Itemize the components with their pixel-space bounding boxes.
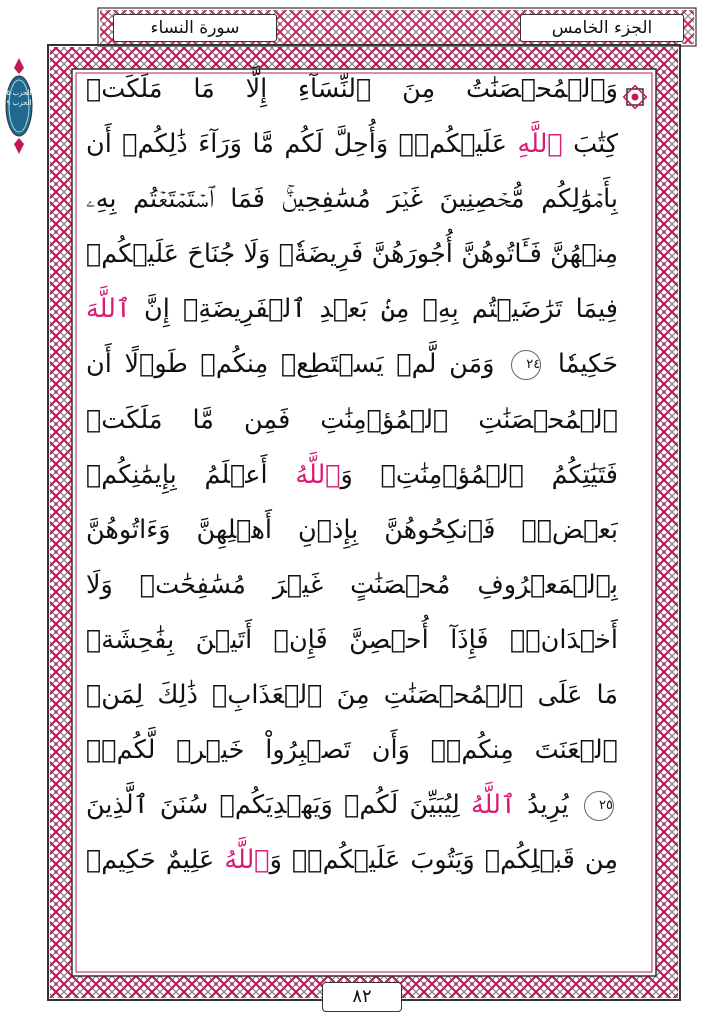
text-line: [86, 393, 618, 448]
hizb-marker: [4, 56, 34, 156]
verse-text: مَا عَلَى ٱلۡمُحۡصَنَٰتِ مِنَ ٱلۡعَذَابِۚ ذَٰلِكَ لِمَنۡ: [86, 680, 618, 711]
text-line: [86, 227, 618, 282]
verse-text: بَعۡضٖۚ فَٱنكِحُوهُنَّ بِإِذۡنِ أَهۡلِهِنَّ وَءَاتُوهُنَّ: [86, 514, 618, 545]
verse-text: فِيمَا تَرَٰضَيۡتُم بِهِۦ مِنۢ بَعۡدِ ٱلۡفَرِيضَةِۚ إِنَّ: [130, 294, 618, 325]
surah-header: سورة النساء: [113, 14, 277, 42]
verse-text: ٱلۡعَنَتَ مِنكُمۡۚ وَأَن تَصۡبِرُواْ خَيۡرٞ لَّكُمۡۗ: [86, 735, 618, 766]
verse-text: عَلِيمٌ حَكِيمٞ: [86, 845, 225, 876]
divine-name: ٱللَّهُ: [471, 790, 516, 821]
text-line: [86, 778, 618, 833]
juz-header: الجزء الخامس: [520, 14, 684, 42]
text-line: [86, 172, 618, 227]
hizb-label-2: الحزب ٩: [6, 99, 32, 107]
verse-text: ٱلۡمُحۡصَنَٰتِ ٱلۡمُؤۡمِنَٰتِ فَمِن مَّا مَلَكَتۡ: [86, 404, 618, 435]
ayah-number-marker: ٢٤: [511, 350, 541, 380]
text-line: [86, 723, 618, 778]
verse-text: كِتَٰبَ: [562, 129, 618, 160]
ayah-number-marker: ٢٥: [584, 791, 614, 821]
verse-text: وَٱلۡمُحۡصَنَٰتُ مِنَ ٱلنِّسَآءِ إِلَّا مَا مَلَكَتۡ: [86, 74, 618, 104]
text-line: [86, 448, 618, 503]
text-line: [86, 613, 618, 668]
verse-text: أَخۡدَانٖۚ فَإِذَآ أُحۡصِنَّ فَإِنۡ أَتَيۡنَ بِفَٰحِشَةٖ: [86, 624, 618, 655]
divine-name: ٱللَّهَ: [86, 294, 131, 325]
verse-text: مِنۡهُنَّ فَـَٔاتُوهُنَّ أُجُورَهُنَّ فَرِيضَةٗۚ وَلَا جُنَاحَ عَلَيۡكُمۡ: [86, 239, 618, 270]
verse-text: فَتَيَٰتِكُمُ ٱلۡمُؤۡمِنَٰتِۚ وَ: [340, 459, 618, 490]
verse-text: بِٱلۡمَعۡرُوفِ مُحۡصَنَٰتٍ غَيۡرَ مُسَٰفِحَٰتٖ وَلَا: [86, 569, 618, 600]
text-line: [86, 282, 618, 337]
text-line: [86, 558, 618, 613]
text-line: [86, 117, 618, 172]
text-line: [86, 62, 618, 117]
verse-text: وَمَن لَّمۡ يَسۡتَطِعۡ مِنكُمۡ طَوۡلًا أَن: [86, 349, 495, 380]
verse-text: لِيُبَيِّنَ لَكُمۡ وَيَهۡدِيَكُمۡ سُنَنَ ٱلَّذِينَ: [86, 790, 472, 821]
text-line: [86, 337, 618, 392]
page-number: ٨٢: [322, 982, 402, 1012]
quran-text-block: [86, 62, 618, 944]
divine-name: ٱللَّهُ: [295, 459, 341, 490]
verse-text: حَكِيمٗا: [545, 349, 618, 380]
text-line: [86, 833, 618, 888]
verse-text: أَعۡلَمُ بِإِيمَٰنِكُمۚ: [86, 459, 268, 490]
divine-name: ٱللَّهِ: [517, 129, 563, 160]
text-line: [86, 503, 618, 558]
hizb-label-1: الحزب ٥: [6, 89, 32, 97]
verse-text: مِن قَبۡلِكُمۡ وَيَتُوبَ عَلَيۡكُمۡۗ وَ: [269, 845, 618, 876]
verse-text: عَلَيۡكُمۡۚ وَأُحِلَّ لَكُم مَّا وَرَآءَ ذَٰلِكُمۡ أَن: [86, 129, 507, 160]
text-line: [86, 668, 618, 723]
rub-el-hizb-icon: [622, 84, 648, 110]
verse-text: يُرِيدُ: [515, 790, 580, 821]
verse-text: بِأَمۡوَٰلِكُم مُّحۡصِنِينَ غَيۡرَ مُسَٰفِحِينَۚ فَمَا ٱسۡتَمۡتَعۡتُم بِهِۦ: [86, 184, 618, 215]
divine-name: ٱللَّهُ: [224, 845, 270, 876]
